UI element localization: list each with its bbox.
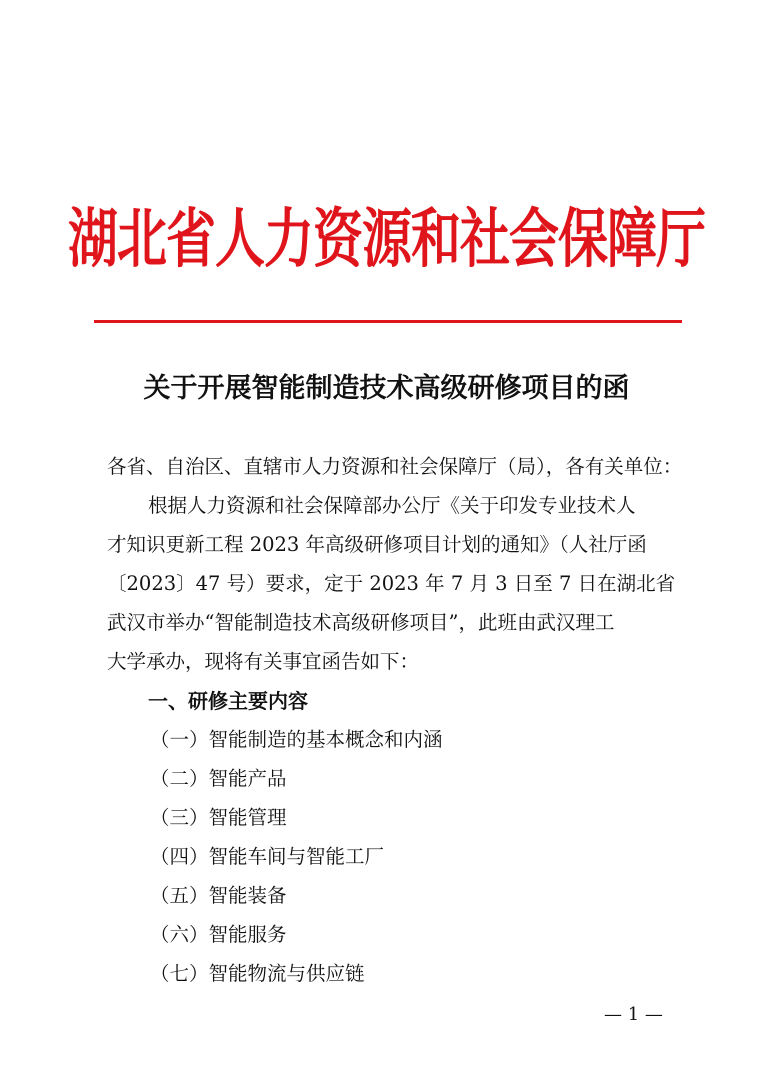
body-line-3: 〔2023〕47 号）要求，定于 2023 年 7 月 3 日至 7 日在湖北省 (107, 572, 676, 595)
list-item: （六）智能服务 (150, 923, 287, 946)
body-line-4: 武汉市举办“智能制造技术高级研修项目”，此班由武汉理工 (107, 611, 615, 634)
salutation: 各省、自治区、直辖市人力资源和社会保障厅（局），各有关单位： (107, 455, 683, 478)
list-item: （七）智能物流与供应链 (150, 962, 365, 985)
issuer-masthead: 湖北省人力资源和社会保障厅 (68, 202, 705, 277)
body-line-5: 大学承办，现将有关事宜函告如下： (107, 650, 420, 673)
list-item: （二）智能产品 (150, 767, 287, 790)
list-item: （五）智能装备 (150, 884, 287, 907)
list-item: （一）智能制造的基本概念和内涵 (150, 728, 443, 751)
page-number: — 1 — (604, 1004, 663, 1025)
list-item: （四）智能车间与智能工厂 (150, 845, 385, 868)
section-heading: 一、研修主要内容 (148, 689, 308, 713)
red-divider-line (94, 320, 682, 323)
document-title: 关于开展智能制造技术高级研修项目的函 (143, 373, 630, 404)
body-line-2: 才知识更新工程 2023 年高级研修项目计划的通知》（人社厅函 (107, 533, 647, 556)
list-item: （三）智能管理 (150, 806, 287, 829)
body-line-1: 根据人力资源和社会保障部办公厅《关于印发专业技术人 (148, 494, 636, 517)
